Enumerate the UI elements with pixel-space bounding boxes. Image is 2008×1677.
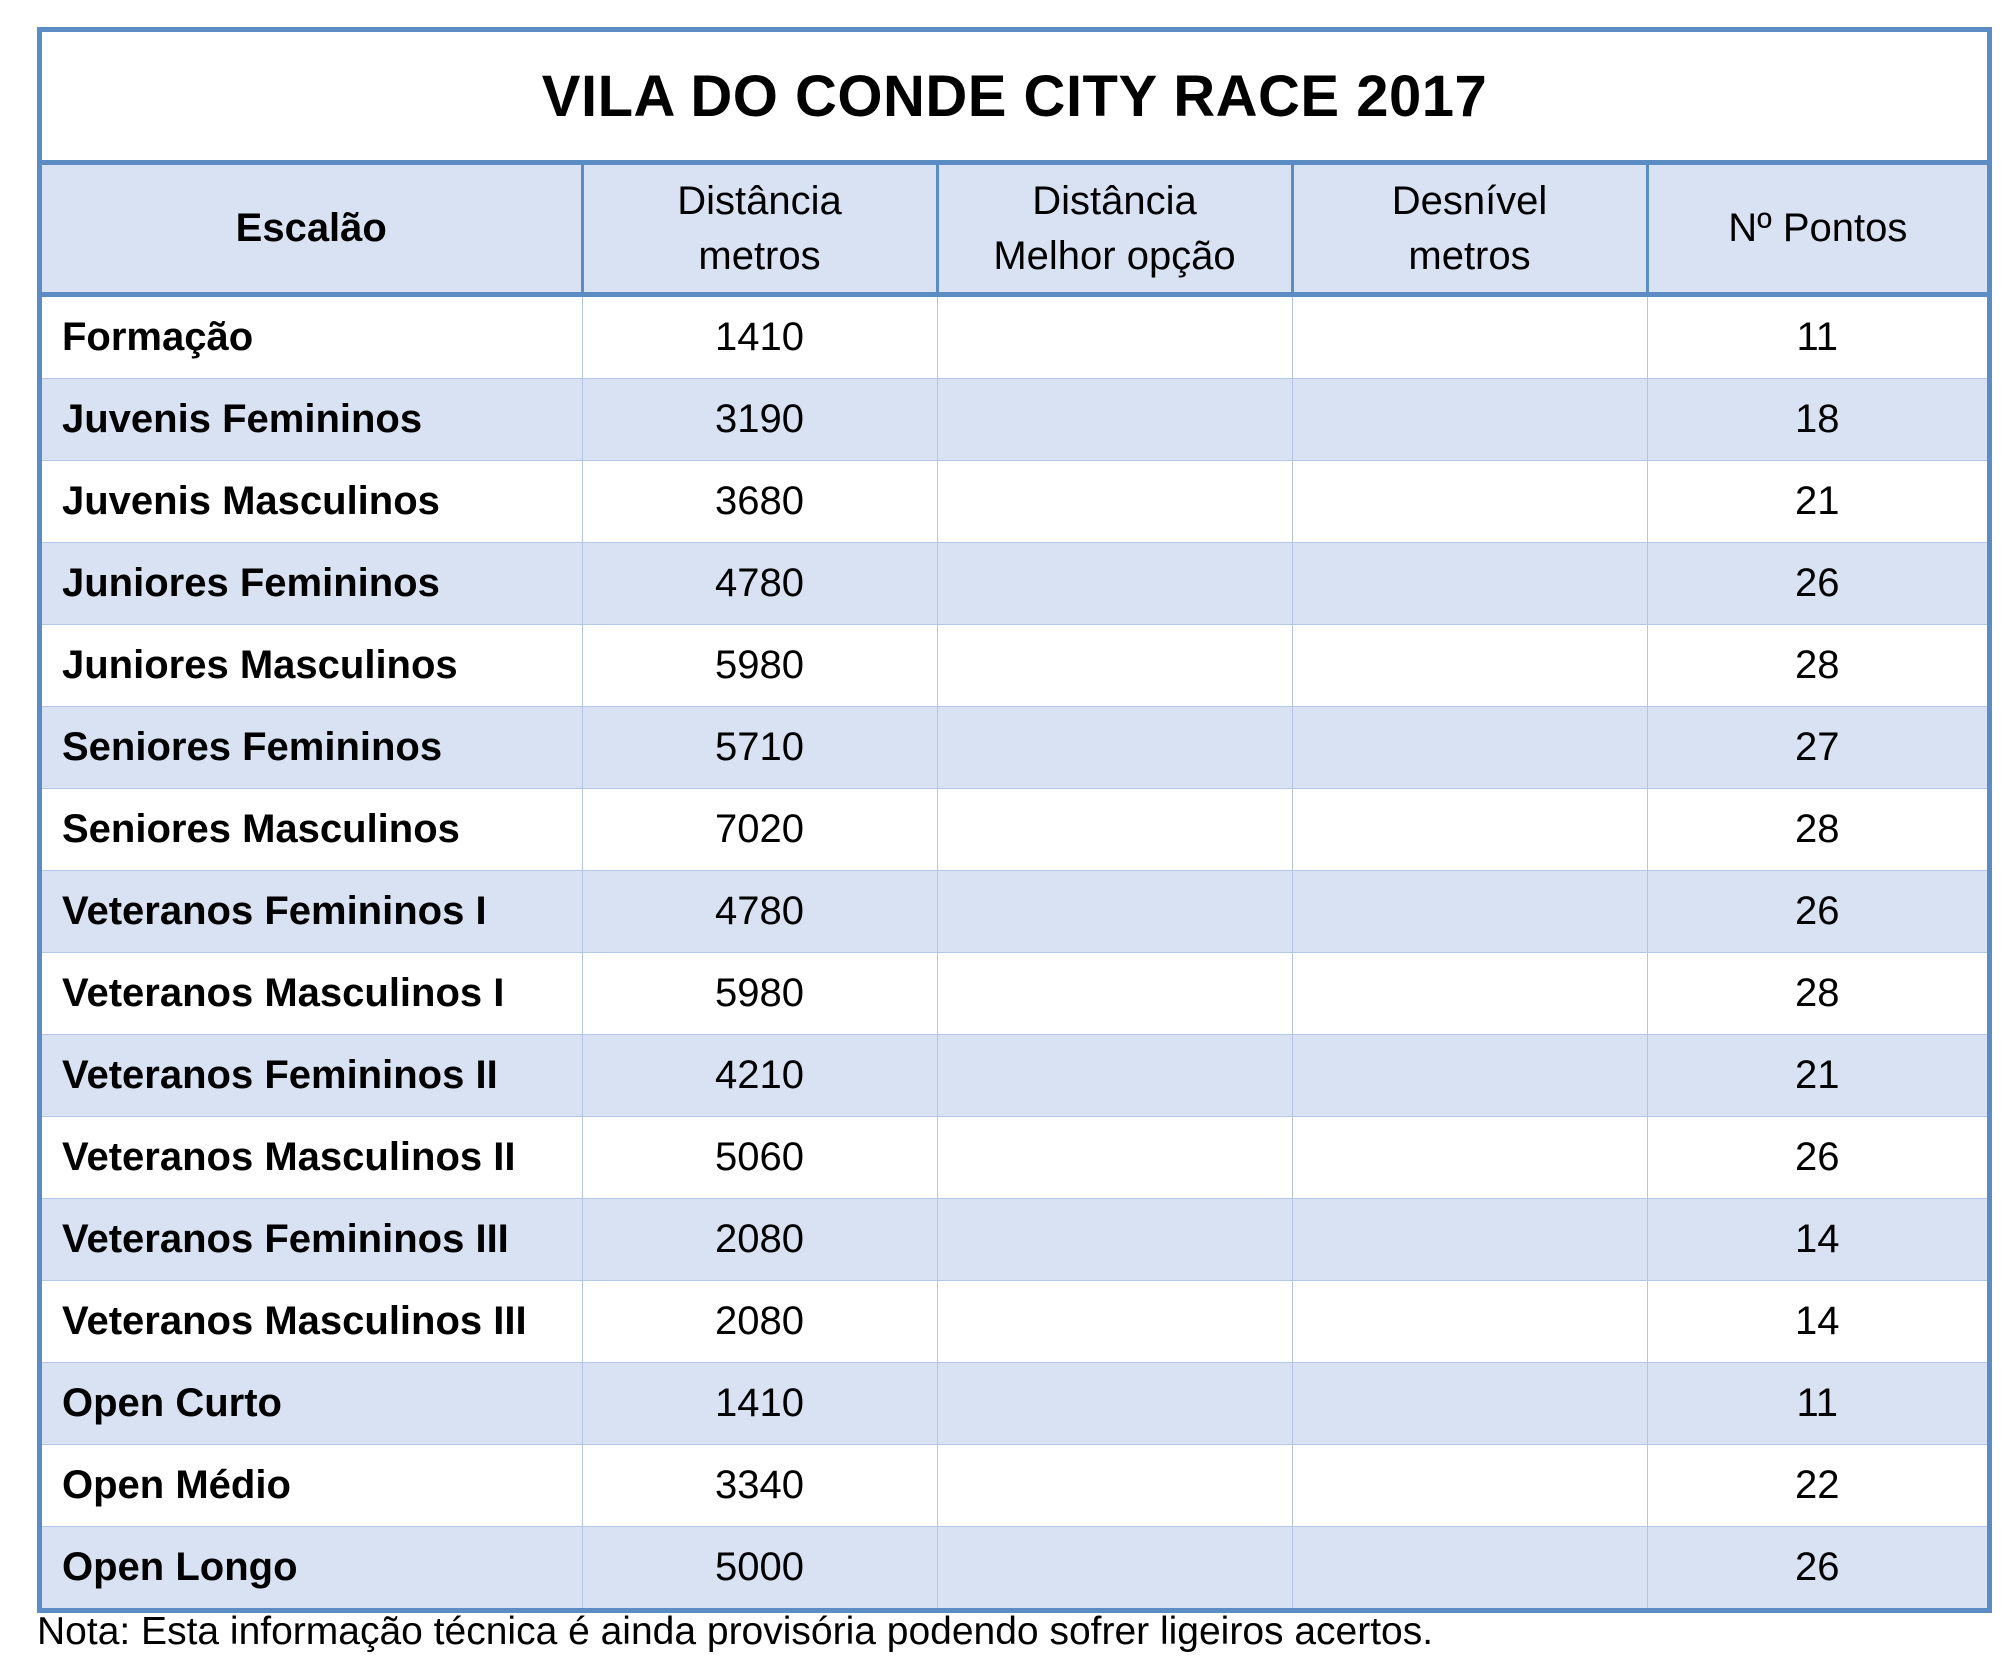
cell-melhor-opcao <box>937 1199 1292 1281</box>
cell-desnivel <box>1292 1117 1647 1199</box>
table-row <box>42 625 1987 707</box>
cell-distancia: 3190 <box>582 379 937 461</box>
cell-pontos: 26 <box>1647 1117 1987 1199</box>
cell-distancia: 4780 <box>582 871 937 953</box>
cell-escalao: Veteranos Femininos II <box>42 1035 582 1117</box>
cell-desnivel <box>1292 461 1647 543</box>
cell-melhor-opcao <box>937 707 1292 789</box>
table-row <box>42 707 1987 789</box>
table-row <box>42 543 1987 625</box>
column-header-line1: Nº Pontos <box>1728 206 1908 250</box>
cell-distancia: 5980 <box>582 625 937 707</box>
cell-escalao: Open Longo <box>42 1527 582 1609</box>
table-row <box>42 871 1987 953</box>
cell-distancia: 7020 <box>582 789 937 871</box>
cell-escalao: Juniores Masculinos <box>42 625 582 707</box>
table-row <box>42 1445 1987 1527</box>
cell-escalao: Open Curto <box>42 1363 582 1445</box>
cell-melhor-opcao <box>937 461 1292 543</box>
cell-distancia: 2080 <box>582 1281 937 1363</box>
table-row <box>42 789 1987 871</box>
cell-pontos: 22 <box>1647 1445 1987 1527</box>
column-header-line2: metros <box>698 233 821 278</box>
cell-pontos: 28 <box>1647 625 1987 707</box>
cell-escalao: Veteranos Femininos III <box>42 1199 582 1281</box>
cell-desnivel <box>1292 789 1647 871</box>
cell-desnivel <box>1292 871 1647 953</box>
table-row <box>42 1199 1987 1281</box>
cell-pontos: 26 <box>1647 871 1987 953</box>
cell-distancia: 3340 <box>582 1445 937 1527</box>
cell-desnivel <box>1292 1199 1647 1281</box>
column-header-escalao <box>42 163 582 295</box>
column-header-line1: Desnível <box>1391 178 1548 223</box>
table-row <box>42 379 1987 461</box>
table-row <box>42 1281 1987 1363</box>
cell-escalao: Veteranos Masculinos I <box>42 953 582 1035</box>
cell-distancia: 4210 <box>582 1035 937 1117</box>
table-body <box>42 295 1987 1609</box>
column-header-pontos <box>1647 163 1987 295</box>
cell-desnivel <box>1292 1363 1647 1445</box>
column-header-line1: Distância <box>1032 178 1197 223</box>
table-row <box>42 1117 1987 1199</box>
column-header-melhor-opcao <box>937 163 1292 295</box>
results-table <box>42 32 1987 1608</box>
cell-melhor-opcao <box>937 379 1292 461</box>
cell-melhor-opcao <box>937 1117 1292 1199</box>
cell-pontos: 28 <box>1647 789 1987 871</box>
cell-escalao: Juvenis Masculinos <box>42 461 582 543</box>
column-header-line1: Escalão <box>235 206 387 250</box>
cell-melhor-opcao <box>937 953 1292 1035</box>
table-row <box>42 295 1987 379</box>
cell-desnivel <box>1292 1281 1647 1363</box>
cell-pontos: 28 <box>1647 953 1987 1035</box>
cell-melhor-opcao <box>937 871 1292 953</box>
cell-melhor-opcao <box>937 1281 1292 1363</box>
cell-escalao: Veteranos Masculinos II <box>42 1117 582 1199</box>
cell-distancia: 3680 <box>582 461 937 543</box>
cell-pontos: 18 <box>1647 379 1987 461</box>
cell-pontos: 27 <box>1647 707 1987 789</box>
cell-escalao: Formação <box>62 315 254 359</box>
cell-desnivel <box>1292 1035 1647 1117</box>
cell-pontos: 14 <box>1647 1281 1987 1363</box>
cell-melhor-opcao <box>937 1527 1292 1609</box>
cell-desnivel <box>1292 625 1647 707</box>
cell-pontos: 26 <box>1647 1527 1987 1609</box>
cell-pontos: 21 <box>1647 461 1987 543</box>
cell-melhor-opcao <box>937 1035 1292 1117</box>
results-table-frame <box>37 27 1992 1613</box>
column-header-row <box>42 163 1987 295</box>
cell-desnivel <box>1292 543 1647 625</box>
cell-escalao: Veteranos Femininos I <box>42 871 582 953</box>
column-header-distancia <box>582 163 937 295</box>
table-row <box>42 461 1987 543</box>
cell-distancia: 5000 <box>582 1527 937 1609</box>
cell-melhor-opcao <box>937 789 1292 871</box>
footnote: Nota: Esta informação técnica é ainda provisória podendo sofrer ligeiros acertos. <box>37 1610 1434 1653</box>
table-row <box>42 953 1987 1035</box>
cell-pontos: 14 <box>1647 1199 1987 1281</box>
table-row <box>42 1035 1987 1117</box>
cell-escalao: Seniores Masculinos <box>42 789 582 871</box>
cell-distancia: 5710 <box>582 707 937 789</box>
cell-escalao: Juniores Femininos <box>42 543 582 625</box>
cell-escalao: Seniores Femininos <box>42 707 582 789</box>
cell-desnivel <box>1292 953 1647 1035</box>
cell-escalao: Open Médio <box>42 1445 582 1527</box>
cell-pontos: 11 <box>1647 1363 1987 1445</box>
cell-pontos: 26 <box>1647 543 1987 625</box>
cell-pontos: 21 <box>1647 1035 1987 1117</box>
cell-distancia: 4780 <box>582 543 937 625</box>
cell-distancia: 5060 <box>582 1117 937 1199</box>
cell-desnivel <box>1292 1527 1647 1609</box>
title-section <box>42 32 1987 163</box>
cell-melhor-opcao <box>937 543 1292 625</box>
cell-escalao: Juvenis Femininos <box>42 379 582 461</box>
table-title: VILA DO CONDE CITY RACE 2017 <box>42 32 1987 163</box>
cell-desnivel <box>1292 379 1647 461</box>
cell-desnivel <box>1292 1445 1647 1527</box>
column-header-line2: Melhor opção <box>993 233 1236 278</box>
cell-distancia: 5980 <box>582 953 937 1035</box>
column-header-line1: Distância <box>677 178 842 223</box>
column-header-desnivel <box>1292 163 1647 295</box>
cell-desnivel <box>1292 707 1647 789</box>
cell-pontos: 11 <box>1647 295 1987 379</box>
cell-distancia: 2080 <box>582 1199 937 1281</box>
cell-melhor-opcao <box>937 1363 1292 1445</box>
cell-melhor-opcao <box>937 1445 1292 1527</box>
table-row <box>42 1363 1987 1445</box>
cell-desnivel <box>1292 295 1647 379</box>
cell-distancia: 1410 <box>582 1363 937 1445</box>
cell-distancia: 1410 <box>582 295 937 379</box>
cell-escalao: Veteranos Masculinos III <box>42 1281 582 1363</box>
cell-melhor-opcao <box>937 295 1292 379</box>
table-row <box>42 1527 1987 1609</box>
column-header-line2: metros <box>1408 233 1531 278</box>
cell-melhor-opcao <box>937 625 1292 707</box>
